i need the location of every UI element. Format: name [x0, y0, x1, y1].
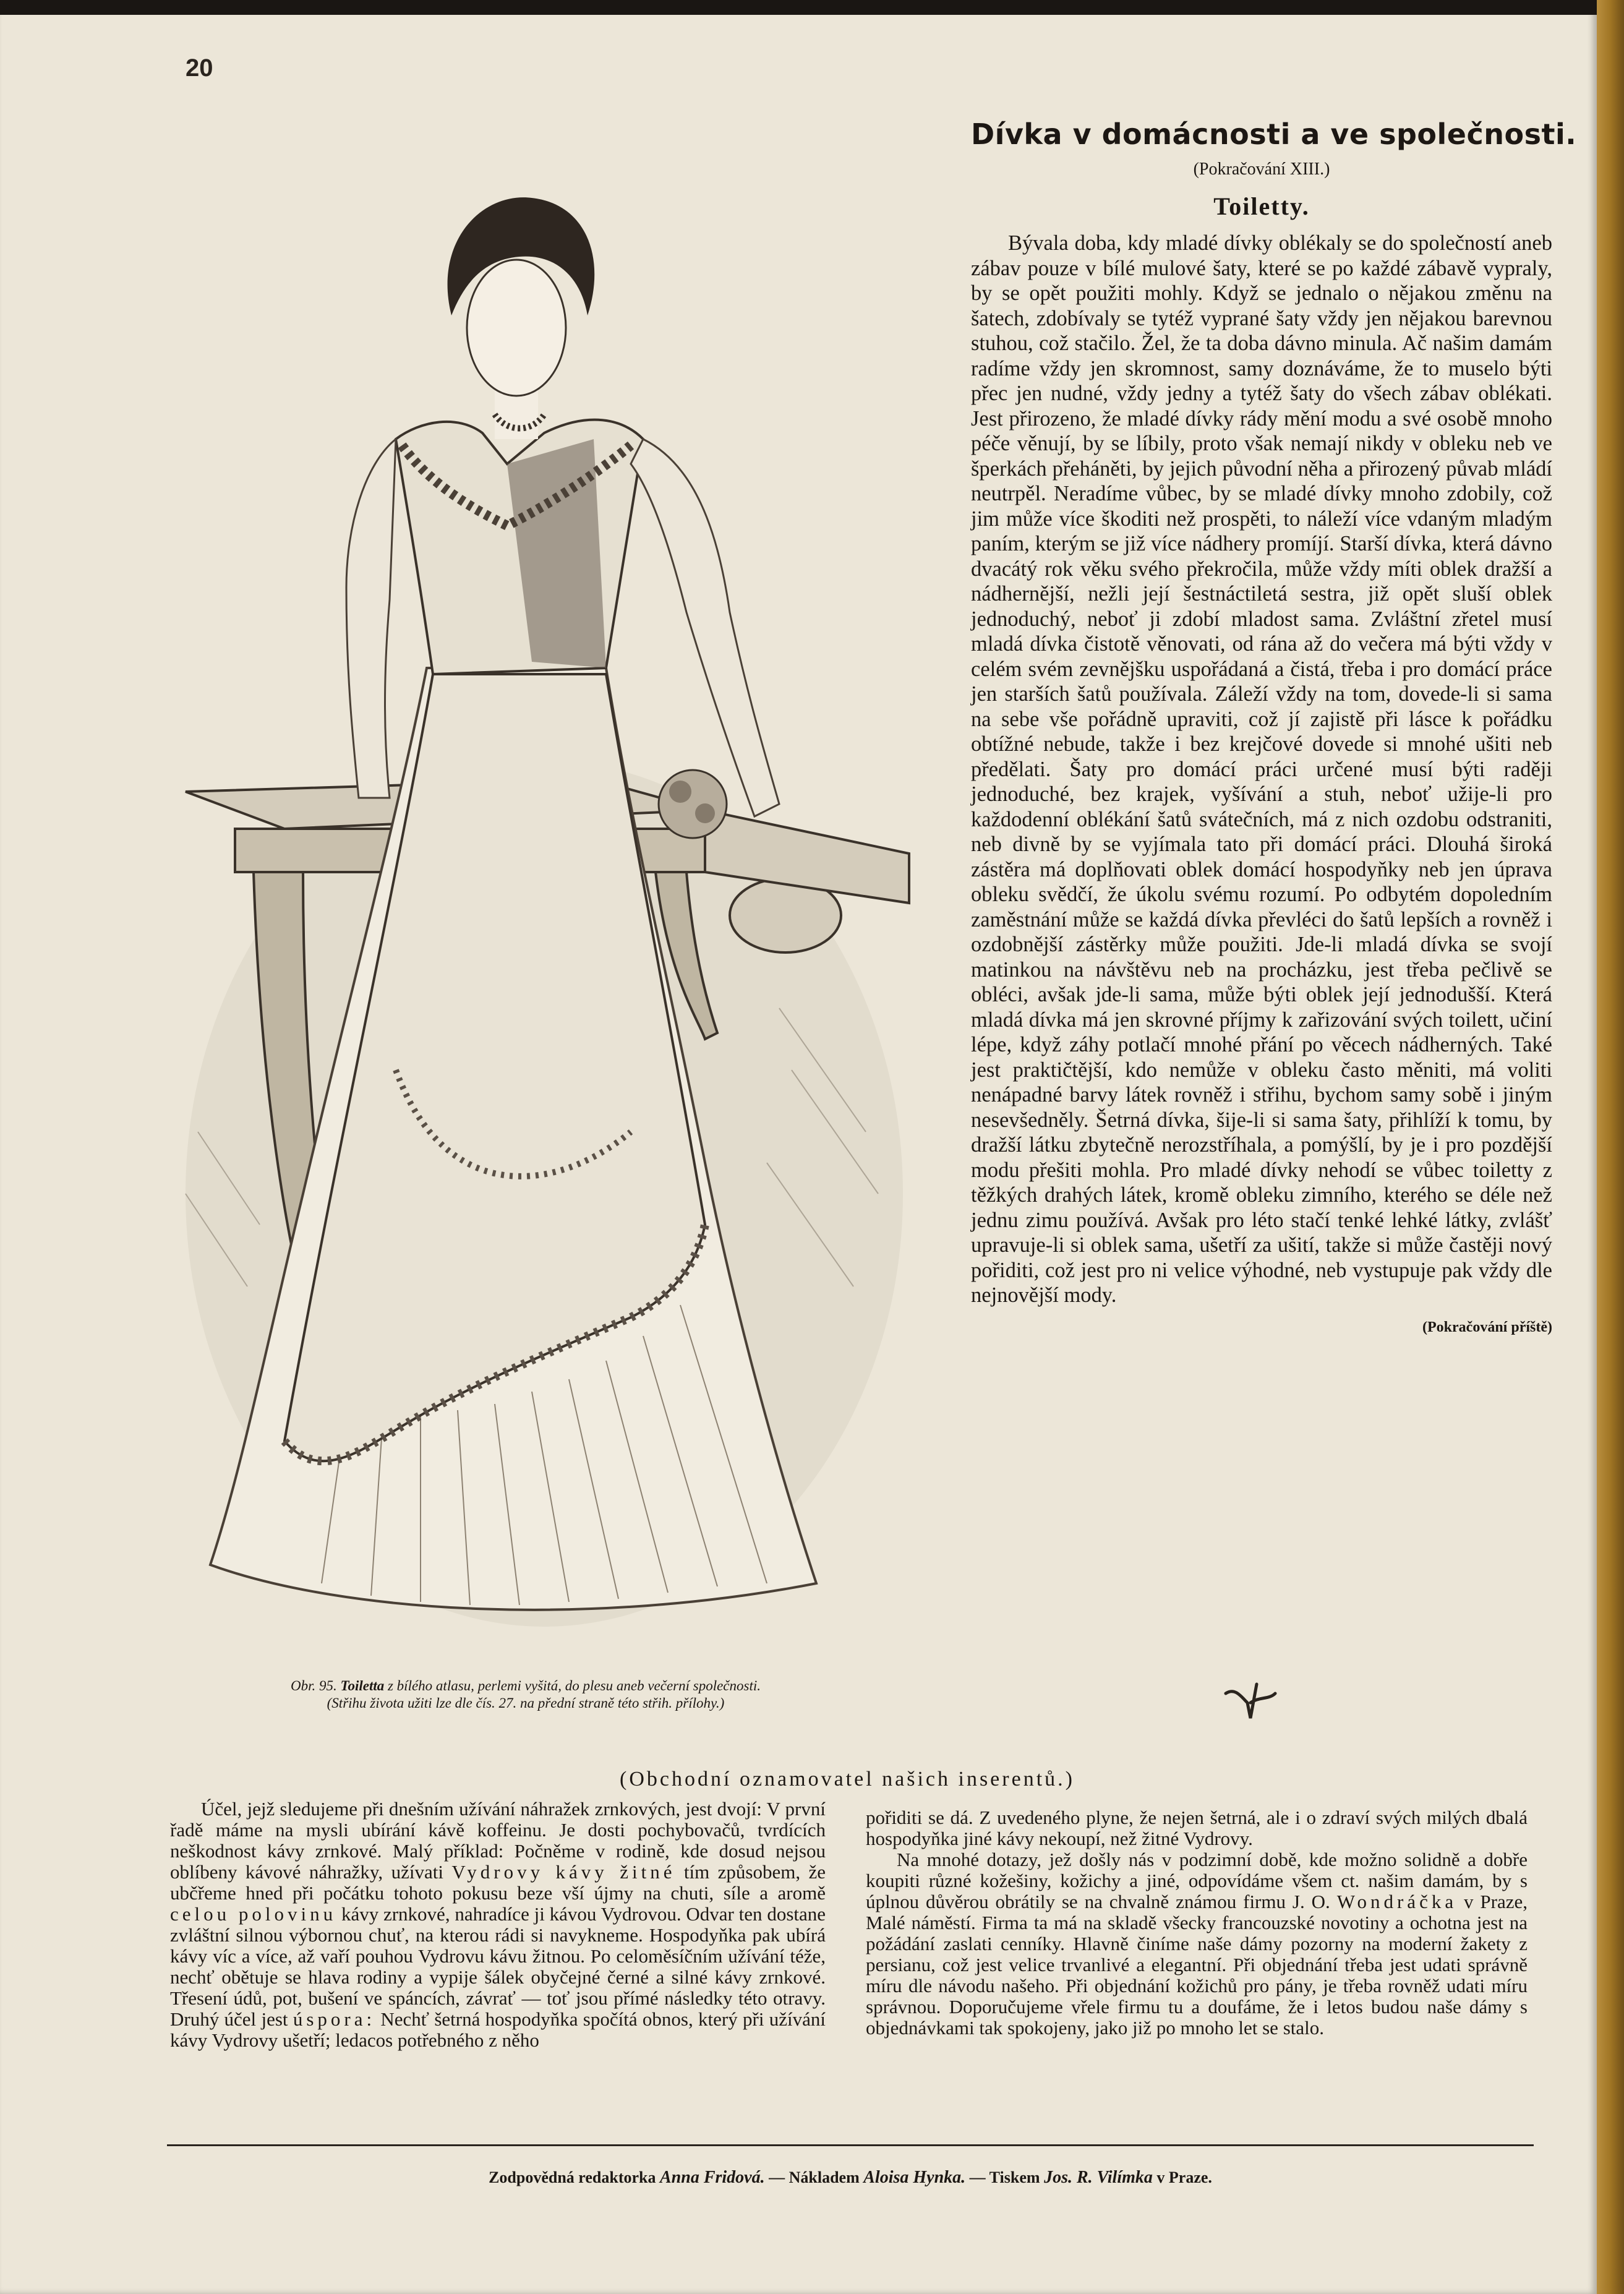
footer-text: v Praze. — [1156, 2168, 1212, 2186]
ad-left-column — [170, 1799, 826, 2051]
ad-text-segment: Nechť šetrná hospodyňka spočítá obnos, který při užívání kávy Vydrovy ušetří; ledacos potřebného z něho — [170, 2008, 826, 2051]
ad-text-segment: tím způsobem, že ubčřeme hned při počátku tohoto pokusu beze vší újmy na chuti, síle a aromě — [170, 1861, 826, 1904]
ad-text-segment: Účel, jejž sledujeme při dnešním užívání náhražek zrnkových, jest dvojí: V první řadě máme na mysli ubírání kávě koffeinu. Je dosti pochybovačů, tvrdících neškodnost kávy zrnkové. Malý příklad: Počněme v rodině, kde dosud nejsou oblíbeny kávové náhražky, užívati — [170, 1798, 826, 1883]
scan-top-edge — [0, 0, 1597, 15]
ad-text-segment: Na mnohé dotazy, jež došly nás v podzimní době, kde možno solidně a dobře koupiti různé kožešiny, kožichy a jiné, odpovídáme všem ct. našim damám, by s úplnou důvěrou obrátily se na chvalně známou firmu J. O. — [866, 1849, 1528, 1912]
printer-ornament-icon — [1213, 1675, 1288, 1724]
ad-firm-name: Wondráčka — [1336, 1891, 1458, 1912]
footer-text: — Nákladem — [769, 2168, 860, 2186]
fashion-engraving-image — [161, 142, 928, 1639]
ad-furrier-paragraph — [866, 1849, 1528, 2039]
ad-emphasis: úspora: — [293, 2008, 376, 2030]
caption-figure-number: Obr. 95. — [291, 1678, 337, 1693]
article-body-text: Bývala doba, kdy mladé dívky oblékaly se do společností aneb zábav pouze v bílé mulové šaty, které se po každé zábavě vypraly, by se opět použiti mohly. Když se jednalo o nějakou změnu na šatech, zdobívaly se tytéž vyprané šaty vždy jen nějakou barevnou stuhou, což stačilo. Žel, že ta doba dávno minula. Ač našim damám radíme vždy jen skromnost, samy doznáváme, že to muselo býti přec jen nudné, vždy jedny a tytéž šaty do všech zábav oblékati. Jest přirozeno, že mladé dívky rády mění modu a své osobě mnoho péče věnují, by se líbily, proto však nemají nikdy v obleku neb ve šperkách přeháněti, by jejich původní něha a přirozený půvab mládí neutrpěl. Neradíme vůbec, by se mladé dívky mnoho zdobily, což jim může více škoditi než prospěti, to náleží více vdaným mladým paním, kterým se již více nádhery promíjí. Starší dívka, která dávno dvacátý rok věku svého překročila, může vždy míti oblek dražší a nádhernější, nežli její šestnáctiletá sestra, již opět sluší oblek jednoduchý, neboť ji zdobí mladost sama. Zvláštní zřetel musí mladá dívka čistotě věnovati, od rána až do večera má býti vždy v celém svém zevnějšku uspořádaná a čistá, třeba i pro domácí práce jen starších šatů používala. Záleží vždy na tom, dovede-li si sama na sebe vše pořádně upraviti, což jí zajistě při lásce k pořádku obtížné nebude, takže i bez krejčové dovede si mnohé ušiti neb předělati. Šaty pro domácí práci určené musí býti raději jednoduché, bez krajek, vyšívání a stuh, neboť užije-li pro každodenní oblékání šatů svátečních, má z nich ozdobu odstraniti, neb divně by se vyjímala tato při domácí práci. Dlouhá široká zástěra má doplňovati oblek domácí hospodyňky neb jen úprava obleku svědčí, že úkolu svému rozumí. Po odbytém dopoledním zaměstnání může se každá dívka převléci do šatů lepších a rovněž i ozdobnější zástěrky může použiti. Jde-li mladá dívka se svojí matinkou na návštěvu neb na procházku, jest třeba pečlivě se obléci, avšak jde-li sama, může býti oblek její jednodušší. Která mladá dívka má jen skrovné příjmy k zařizování svých toilett, učiní lépe, když záhy potlačí mnohé přání po věcech nádherných. Také jest praktičtější, kdo nemůže v obleku často měniti, má voliti nenápadné barvy látek rovněž i střihu, bychom samy sobě i jiným nesevšedněly. Šetrná dívka, šije-li si sama šaty, přihlíží k tomu, by dražší látku zbytečně nerozstříhala, a pomýšlí, by je i pro pozdější modu přešiti mohla. Pro mladé dívky nehodí se vůbec toiletty z těžkých drahých látek, kromě obleku zimního, kterého se déle než jednu zimu používá. Avšak pro léto stačí tenké lehké látky, zvlášť upravuje-li si oblek sama, ušetří za ušití, takže si může častěji nový pořiditi, což jest pro ni velice výhodné, neb vystupuje pak vždy dle nejnovější mody. — [971, 231, 1552, 1307]
article-column — [971, 118, 1577, 1336]
ad-coffee-paragraph — [170, 1799, 826, 2051]
caption-title: Toiletta — [340, 1678, 385, 1693]
footer-text: Zodpovědná redaktorka — [489, 2168, 656, 2186]
caption-line-2: (Střihu života užiti lze dle čís. 27. na přední straně této střih. přílohy.) — [327, 1695, 725, 1711]
face — [467, 260, 566, 396]
ad-text-segment: kávy zrnkové, nahradíce ji kávou Vydrovou. Odvar ten dostane zvláštní silnou výbornou chuť, na kterou rádi si navykneme. Hospodyňka pak ubírá kávy víc a více, až vaří pouhou Vydrovu kávu žitnou. Po celoměsíčním užívání téže, nechť obětuje se hlava rodiny a vypije šálek obyčejné černé a silné kávy zrnkové. Třesení údů, pot, bušení ve spáncích, závrať — toť jsou přímé následky této otravy. Druhý účel jest — [170, 1903, 826, 2030]
article-title: Dívka v domácnosti a ve společnosti. — [971, 118, 1577, 151]
illustration-caption — [167, 1677, 884, 1712]
book-spine-edge — [1597, 0, 1624, 2294]
footer-publisher-name: Aloisa Hynka. — [863, 2168, 966, 2187]
imprint-footer — [167, 2168, 1534, 2188]
footer-editor-name: Anna Fridová. — [660, 2168, 765, 2187]
footer-printer-name: Jos. R. Vilímka — [1044, 2168, 1153, 2187]
ad-brand-name: Vydrovy kávy žitné — [451, 1861, 676, 1883]
caption-line-1 — [167, 1677, 884, 1695]
ad-coffee-paragraph-end: pořiditi se dá. Z uvedeného plyne, že nejen šetrná, ale i o zdraví svých milých dbalá hospodyňka jiné kávy nekoupí, než žitné Vydrovy. — [866, 1807, 1528, 1849]
page-number: 20 — [186, 54, 213, 82]
ad-emphasis: celou polovinu — [170, 1903, 337, 1925]
ad-text-segment: v Praze, Malé náměstí. Firma ta má na skladě všecky francouzské novotiny a ochotna jest na požádání zaslati cenníky. Hlavně činíme naše dámy pozorny na moderní žakety z persianu, což jest velice trvanlivé a elegantní. Při objednání třeba jest udati správně míru dle návodu našeho. Při objednání kožichů pro pány, je třeba rovněž udati míru správnou. Doporučujeme vřele firmu tu a doufáme, že i letos budou naše dámy s objednávkami tak spokojeny, jako již po mnoho let se stalo. — [866, 1891, 1528, 2039]
continued-next-note: (Pokračování příště) — [1422, 1319, 1552, 1335]
footer-text: — Tiskem — [969, 2168, 1040, 2186]
ad-right-column — [866, 1807, 1528, 2039]
caption-description: z bílého atlasu, perlemi vyšitá, do plesu aneb večerní společnosti. — [387, 1678, 761, 1693]
article-section-heading: Toiletty. — [1213, 192, 1310, 220]
article-continuation-note: (Pokračování XIII.) — [1193, 160, 1330, 179]
footer-divider — [167, 2144, 1534, 2146]
advertiser-section-heading: (Obchodní oznamovatel našich inserentů.) — [620, 1768, 1075, 1791]
